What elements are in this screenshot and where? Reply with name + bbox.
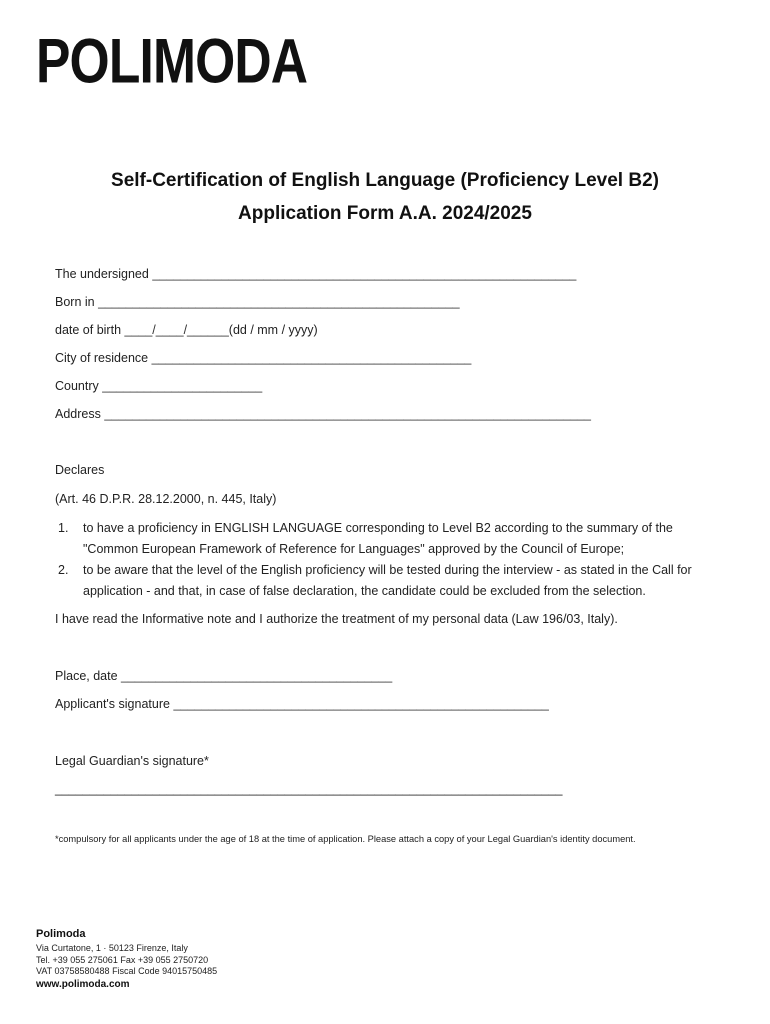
item-1-number: 1. [58,521,69,535]
declares-heading: Declares [55,463,105,477]
item-2-line2: application - and that, in case of false declaration, the candidate could be excluded from the selection. [83,584,646,598]
undersigned-field[interactable] [55,267,576,281]
item-1-line2: "Common European Framework of Reference for Languages" approved by the Council of Europe; [83,542,625,556]
undersigned-label: The undersigned [55,267,149,281]
born-in-label: Born in [55,295,95,309]
item-2-number: 2. [58,563,69,577]
city-label: City of residence [55,351,149,365]
place-date-label: Place, date [55,669,118,683]
guardian-signature-blank[interactable]: _________________________________________________________________________ [55,782,563,796]
address-field[interactable] [55,407,591,421]
form-title-line2: Application Form A.A. 2024/2025 [238,203,532,224]
born-in-field[interactable] [55,295,460,309]
country-blank[interactable]: _______________________ [102,379,263,393]
undersigned-blank[interactable]: _____________________________________________________________ [152,267,577,281]
dob-blank[interactable]: ____/____/______ [124,323,229,337]
dob-label: date of birth [55,323,122,337]
city-of-residence-field[interactable] [55,351,471,365]
polimoda-logo: POLIMODA [36,25,308,97]
country-field[interactable] [55,379,262,393]
form-title-line1: Self-Certification of English Language (Proficiency Level B2) [111,170,659,191]
guardian-signature-label: Legal Guardian's signature* [55,754,209,768]
item-1-line1: to have a proficiency in ENGLISH LANGUAGE corresponding to Level B2 according to the summary of the [83,521,673,535]
footer-vat: VAT 03758580488 Fiscal Code 94015750485 [36,966,218,976]
address-label: Address [55,407,101,421]
item-2-line1: to be aware that the level of the English proficiency will be tested during the interview - as stated in the Call for [83,563,692,577]
footer-website-link[interactable]: www.polimoda.com [36,979,130,990]
footer-organization: Polimoda [36,928,86,940]
city-blank[interactable]: ______________________________________________ [151,351,472,365]
dob-format-hint: (dd / mm / yyyy) [228,323,318,337]
legal-reference: (Art. 46 D.P.R. 28.12.2000, n. 445, Italy) [55,492,277,506]
country-label: Country [55,379,99,393]
footer-phone: Tel. +39 055 275061 Fax +39 055 2750720 [36,955,209,965]
applicant-signature-label: Applicant's signature [55,697,170,711]
place-date-blank[interactable]: _______________________________________ [121,669,393,683]
date-of-birth-field[interactable] [55,323,318,337]
applicant-signature-blank[interactable]: ______________________________________________________ [173,697,549,711]
footer-address: Via Curtatone, 1 · 50123 Firenze, Italy [36,943,188,953]
footnote: *compulsory for all applicants under the age of 18 at the time of application. Please attach a copy of your Legal Guardian's identity document. [55,834,636,844]
born-in-blank[interactable]: ____________________________________________________ [98,295,460,309]
privacy-consent: I have read the Informative note and I authorize the treatment of my personal data (Law 196/03, Italy). [55,612,618,626]
place-date-field[interactable] [55,669,392,683]
applicant-signature-field[interactable] [55,697,549,711]
address-blank[interactable]: ______________________________________________________________________ [104,407,591,421]
